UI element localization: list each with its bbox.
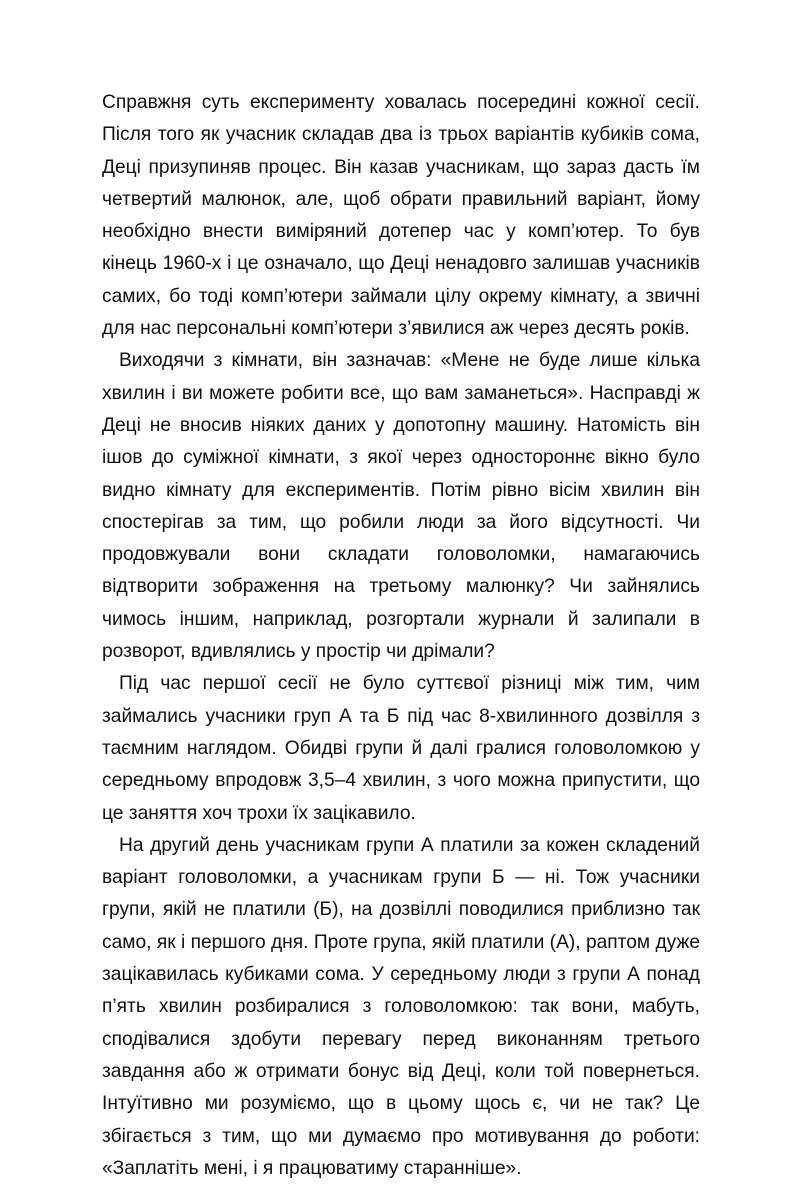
paragraph-3: Під час першої сесії не було суттєвої різниці між тим, чим займались учасники груп А та Б під час 8-хвилинного дозвілля з таємним наглядом. Обидві групи й далі гралися головоломкою у середньому впродовж 3,5–4 хвилин, з чого можна припустити, що це заняття хоч трохи їх зацікавило. (102, 673, 700, 824)
document-page (102, 87, 700, 1185)
paragraph-2: Виходячи з кімнати, він зазначав: «Мене не буде лише кілька хвилин і ви можете робити все, що вам заманеться». Насправді ж Деці не вносив ніяких даних у допотопну машину. Натомість він ішов до суміжної кімнати, з якої через одностороннє вікно було видно кімнату для експериментів. Потім рівно вісім хвилин він спостерігав за тим, що робили люди за його відсутності. Чи продовжували вони складати головоломки, намагаючись відтворити зображення на третьому малюнку? Чи зайнялись чимось іншим, наприклад, розгортали журнали й залипали в розворот, вдивлялись у простір чи дрімали? (102, 350, 700, 663)
paragraph-1: Справжня суть експерименту ховалась посередині кожної сесії. Після того як учасник складав два із трьох варіантів кубиків сома, Деці призупиняв процес. Він казав учасникам, що зараз дасть їм четвертий малюнок, але, щоб обрати правильний варіант, йому необхідно внести виміряний дотепер час у комп’ютер. То був кінець 1960-х і це означало, що Деці ненадовго залишав учасників самих, бо тоді комп’ютери займали цілу окрему кімнату, а звичні для нас персональні комп’ютери з’явилися аж через десять років. (102, 92, 700, 340)
paragraph-4: На другий день учасникам групи А платили за кожен складений варіант головоломки, а учасникам групи Б — ні. Тож учасники групи, якій не платили (Б), на дозвіллі поводилися приблизно так само, як і першого дня. Проте група, якій платили (А), раптом дуже зацікавилась кубиками сома. У середньому люди з групи А понад п’ять хвилин розбиралися з головоломкою: так вони, мабуть, сподівалися здобути перевагу перед виконанням третього завдання або ж отримати бонус від Деці, коли той повернеться. Інтуїтивно ми розуміємо, що в цьому щось є, чи не так? Це збігається з тим, що ми думаємо про мотивування до роботи: «Заплатіть мені, і я працюватиму старанніше». (102, 834, 700, 1179)
